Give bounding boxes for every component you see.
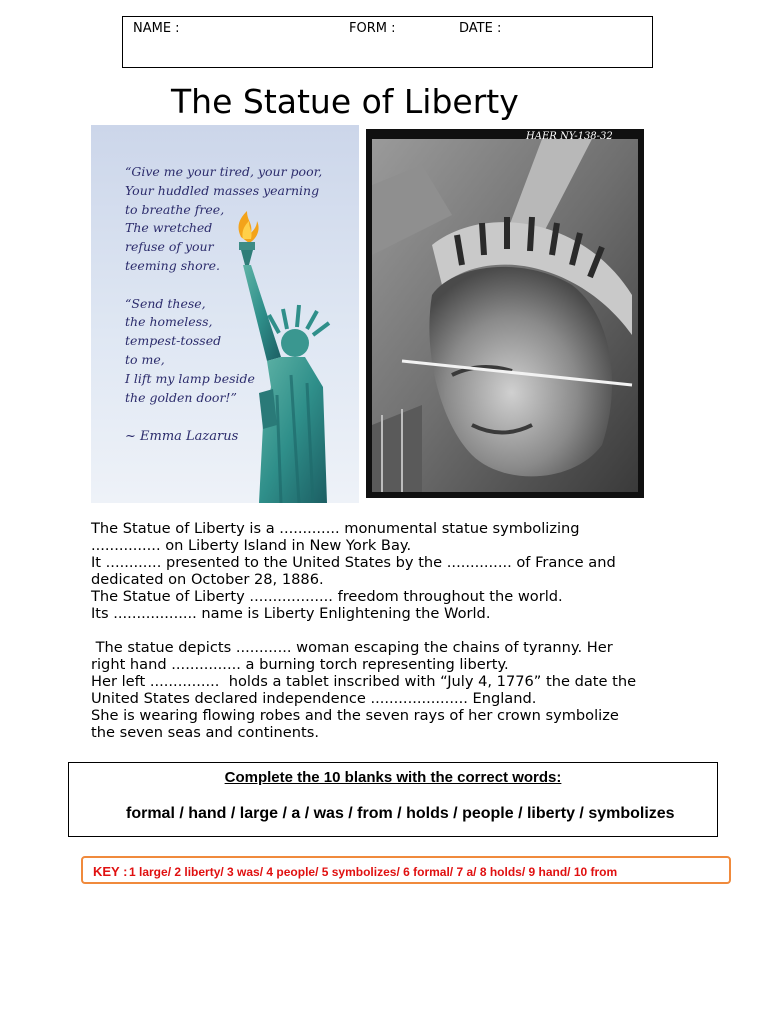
date-label: DATE : xyxy=(459,21,502,36)
answer-key-box xyxy=(81,856,731,884)
paragraph-line: United States declared independence ..................... England. xyxy=(91,690,537,707)
paragraph-line: The Statue of Liberty is a ............. monumental statue symbolizing xyxy=(91,520,580,537)
poem-text: “Give me your tired, your poor, Your huddled masses yearning to breathe free, The wretched refuse of your teeming shore. “Send these, the homeless, tempest-tossed to me, I lift my lamp beside the golden door!” xyxy=(125,164,323,405)
word-bank-box xyxy=(68,762,718,837)
paragraph-1 xyxy=(91,520,616,622)
key-label: KEY : xyxy=(93,864,128,879)
task-instruction: Complete the 10 blanks with the correct words: xyxy=(224,769,562,786)
page-title: The Statue of Liberty xyxy=(171,82,519,121)
paragraph-line: Its .................. name is Liberty Enlightening the World. xyxy=(91,605,491,622)
student-info-box xyxy=(122,16,653,68)
statue-head-photo xyxy=(362,125,648,500)
paragraph-line: Her left ............... holds a tablet inscribed with “July 4, 1776” the date the xyxy=(91,673,637,690)
paragraph-line: dedicated on October 28, 1886. xyxy=(91,571,324,588)
key-answers: 1 large/ 2 liberty/ 3 was/ 4 people/ 5 symbolizes/ 6 formal/ 7 a/ 8 holds/ 9 hand/ 10 from xyxy=(129,865,618,879)
paragraph-line: She is wearing flowing robes and the seven rays of her crown symbolize xyxy=(91,707,619,724)
paragraph-line: the seven seas and continents. xyxy=(91,724,319,741)
paragraph-line: The statue depicts ............ woman escaping the chains of tyranny. Her xyxy=(91,639,613,656)
statue-head-illustration xyxy=(362,125,648,500)
paragraph-line: It ............ presented to the United States by the .............. of France and xyxy=(91,554,616,571)
paragraph-line: right hand ............... a burning torch representing liberty. xyxy=(91,656,509,673)
paragraph-line: ............... on Liberty Island in New York Bay. xyxy=(91,537,412,554)
poem-author: ~ Emma Lazarus xyxy=(125,429,239,444)
name-label: NAME : xyxy=(133,21,180,36)
paragraph-2 xyxy=(91,639,636,741)
photo-caption: HAER NY-138-32 xyxy=(526,131,613,142)
poem-statue-image xyxy=(91,125,359,503)
form-label: FORM : xyxy=(349,21,396,36)
word-bank: formal / hand / large / a / was / from / holds / people / liberty / symbolizes xyxy=(126,805,675,822)
paragraph-line: The Statue of Liberty .................. freedom throughout the world. xyxy=(91,588,563,605)
